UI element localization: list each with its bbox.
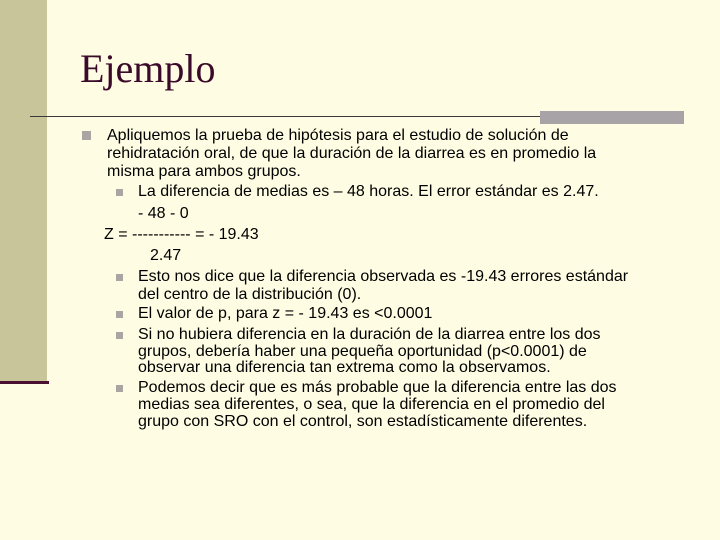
sub-bullet-4-line-2: grupos, debería haber una pequeña oportunidad (p<0.0001) de (138, 343, 587, 360)
bullet-1-line-1: Apliquemos la prueba de hipótesis para el estudio de solución de (107, 127, 569, 144)
sub-bullet-5-line-1: Podemos decir que es más probable que la diferencia entre las dos (138, 379, 617, 396)
sub-bullet-3-text: El valor de p, para z = - 19.43 es <0.0001 (138, 305, 433, 322)
sub-bullet-4-line-3: observar una diferencia tan extrema como la observamos. (138, 359, 551, 376)
formula-equation: Z = ----------- = - 19.43 (104, 226, 259, 243)
formula-numerator: - 48 - 0 (138, 205, 189, 222)
sub-bullet-marker (116, 274, 123, 281)
formula-denominator: 2.47 (150, 247, 182, 264)
sub-bullet-1-text: La diferencia de medias es – 48 horas. El error estándar es 2.47. (138, 183, 599, 200)
sub-bullet-marker (116, 189, 123, 196)
bullet-1-line-2: rehidratación oral, de que la duración de la diarrea es en promedio la (107, 145, 597, 162)
bullet-1-line-3: misma para ambos grupos. (107, 163, 301, 180)
sub-bullet-4-line-1: Si no hubiera diferencia en la duración de la diarrea entre los dos (138, 326, 601, 343)
sub-bullet-2-line-2: del centro de la distribución (0). (138, 286, 362, 303)
sub-bullet-marker (116, 332, 123, 339)
sub-bullet-marker (116, 385, 123, 392)
bullet-marker (82, 131, 91, 140)
sub-bullet-5-line-2: medias sea diferentes, o sea, que la diferencia en el promedio del (138, 396, 605, 413)
sub-bullet-marker (116, 311, 123, 318)
slide-title: Ejemplo (80, 46, 216, 91)
sub-bullet-2-line-1: Esto nos dice que la diferencia observada es -19.43 errores estándar (138, 268, 629, 285)
sub-bullet-5-line-3: grupo con SRO con el control, son estadísticamente diferentes. (138, 413, 588, 430)
